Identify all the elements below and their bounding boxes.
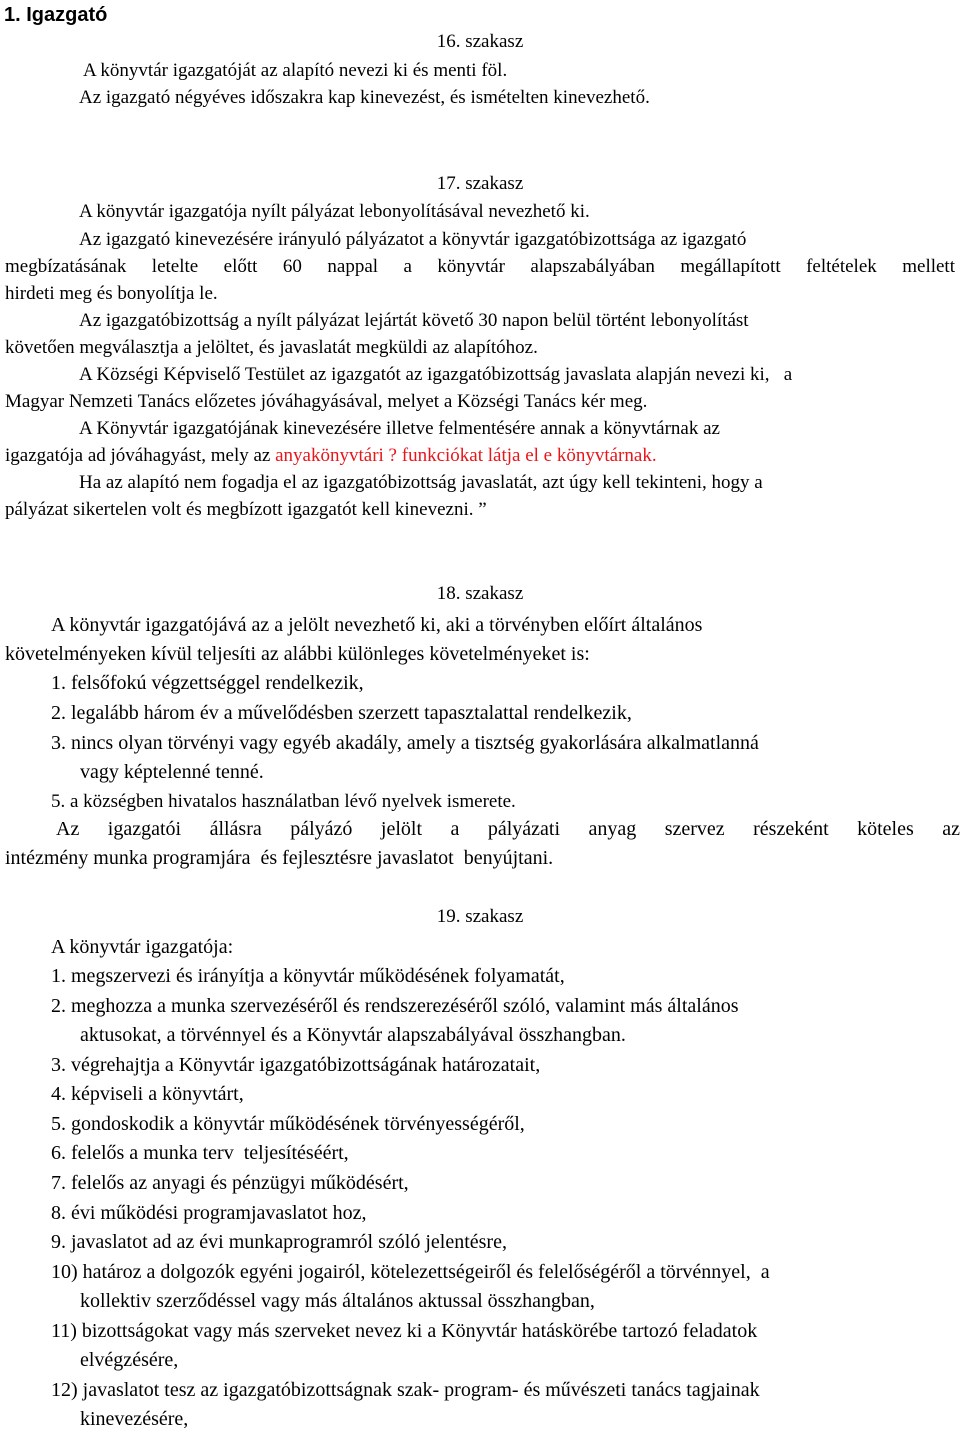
s16-line-2: Az igazgató négyéves időszakra kap kinevezést, és ismételten kinevezhető. — [79, 87, 650, 108]
s19-intro: A könyvtár igazgatója: — [51, 936, 234, 958]
s18-line-2: követelményeken kívül teljesíti az alábbi különleges követelményeket is: — [5, 643, 590, 665]
s19-item-3: 3. végrehajtja a Könyvtár igazgatóbizottságának határozatait, — [51, 1054, 541, 1076]
section-18-title: 18. szakasz — [436, 583, 524, 604]
s19-item-2-cont: aktusokat, a törvénnyel és a Könyvtár alapszabályával összhangban. — [80, 1024, 626, 1046]
s19-item-7: 7. felelős az anyagi és pénzügyi működésért, — [51, 1172, 409, 1194]
s19-item-10-cont: kollektiv szerződéssel vagy más általános aktussal összhangban, — [80, 1290, 595, 1312]
s19-item-1: 1. megszervezi és irányítja a könyvtár működésének folyamatát, — [51, 965, 565, 987]
s17-line-10 — [5, 443, 657, 469]
s17-line-5: Az igazgatóbizottság a nyílt pályázat lejártát követő 30 napon belül történt lebonyolítást — [79, 310, 749, 331]
s19-item-12: 12) javaslatot tesz az igazgatóbizottságnak szak- program- és művészeti tanács tagjainak — [51, 1379, 760, 1401]
s18-line-4: intézmény munka programjára és fejlesztésre javaslatot benyújtani. — [5, 847, 554, 869]
s19-item-11: 11) bizottságokat vagy más szerveket nevez ki a Könyvtár hatáskörébe tartozó feladatok — [51, 1320, 758, 1342]
s19-item-4: 4. képviseli a könyvtárt, — [51, 1083, 244, 1105]
s19-item-12-cont: kinevezésére, — [80, 1408, 189, 1430]
s17-line-9: A Könyvtár igazgatójának kinevezésére illetve felmentésére annak a könyvtárnak az — [79, 418, 720, 439]
s17-line-6: követően megválasztja a jelöltet, és javaslatát megküldi az alapítóhoz. — [5, 337, 538, 358]
s17-line-12: pályázat sikertelen volt és megbízott igazgatót kell kinevezni. ” — [5, 499, 487, 520]
s18-item-2: 2. legalább három év a művelődésben szerzett tapasztalattal rendelkezik, — [51, 702, 632, 724]
s19-item-6: 6. felelős a munka terv teljesítéséért, — [51, 1142, 349, 1164]
section-16-title: 16. szakasz — [436, 31, 524, 52]
s19-item-8: 8. évi működési programjavaslatot hoz, — [51, 1202, 367, 1224]
s18-line-1: A könyvtár igazgatójává az a jelölt nevezhető ki, aki a törvényben előírt általános — [51, 614, 703, 636]
s19-item-2: 2. meghozza a munka szervezéséről és rendszerezéséről szóló, valamint más általános — [51, 995, 739, 1017]
s19-item-11-cont: elvégzésére, — [80, 1349, 179, 1371]
s17-line-8: Magyar Nemzeti Tanács előzetes jóváhagyásával, melyet a Községi Tanács kér meg. — [5, 391, 648, 412]
s19-item-5: 5. gondoskodik a könyvtár működésének törvényességéről, — [51, 1113, 525, 1135]
s19-item-10: 10) határoz a dolgozók egyéni jogairól, kötelezettségeiről és felelőségéről a törvénnyel, a — [51, 1261, 770, 1283]
section-19-title: 19. szakasz — [436, 906, 524, 927]
s17-line-1: A könyvtár igazgatója nyílt pályázat lebonyolításával nevezhető ki. — [79, 201, 590, 222]
s18-item-1: 1. felsőfokú végzettséggel rendelkezik, — [51, 672, 364, 694]
s17-line-2: Az igazgató kinevezésére irányuló pályázatot a könyvtár igazgatóbizottsága az igazgató — [79, 229, 747, 250]
s18-item-3: 3. nincs olyan törvényi vagy egyéb akadály, amely a tisztség gyakorlására alkalmatlanná — [51, 732, 759, 754]
s18-item-5: 5. a községben hivatalos használatban lévő nyelvek ismerete. — [51, 791, 516, 812]
s17-line-4: hirdeti meg és bonyolítja le. — [5, 283, 218, 304]
s17-line-11: Ha az alapító nem fogadja el az igazgatóbizottság javaslatát, azt úgy kell tekinteni, hogy a — [79, 472, 763, 493]
s17-line-3: megbízatásának letelte előtt 60 nappal a könyvtár alapszabályában megállapított feltételek mellett — [5, 256, 955, 277]
s18-item-3-cont: vagy képtelenné tenné. — [80, 761, 264, 783]
s18-line-3: Az igazgatói állásra pályázó jelölt a pályázati anyag szervez részeként köteles az — [56, 818, 960, 840]
section-17-title: 17. szakasz — [436, 173, 524, 194]
s16-line-1: A könyvtár igazgatóját az alapító nevezi ki és menti föl. — [83, 60, 508, 81]
highlighted-comment: anyakönyvtári ? funkciókat látja el e könyvtárnak. — [275, 445, 657, 466]
s17-line-7: A Községi Képviselő Testület az igazgatót az igazgatóbizottság javaslata alapján nevezi ki, a — [79, 364, 793, 385]
s19-item-9: 9. javaslatot ad az évi munkaprogramról szóló jelentésre, — [51, 1231, 507, 1253]
s17-line-10-text: igazgatója ad jóváhagyást, mely az — [5, 445, 276, 466]
section-heading: 1. Igazgató — [4, 4, 108, 26]
